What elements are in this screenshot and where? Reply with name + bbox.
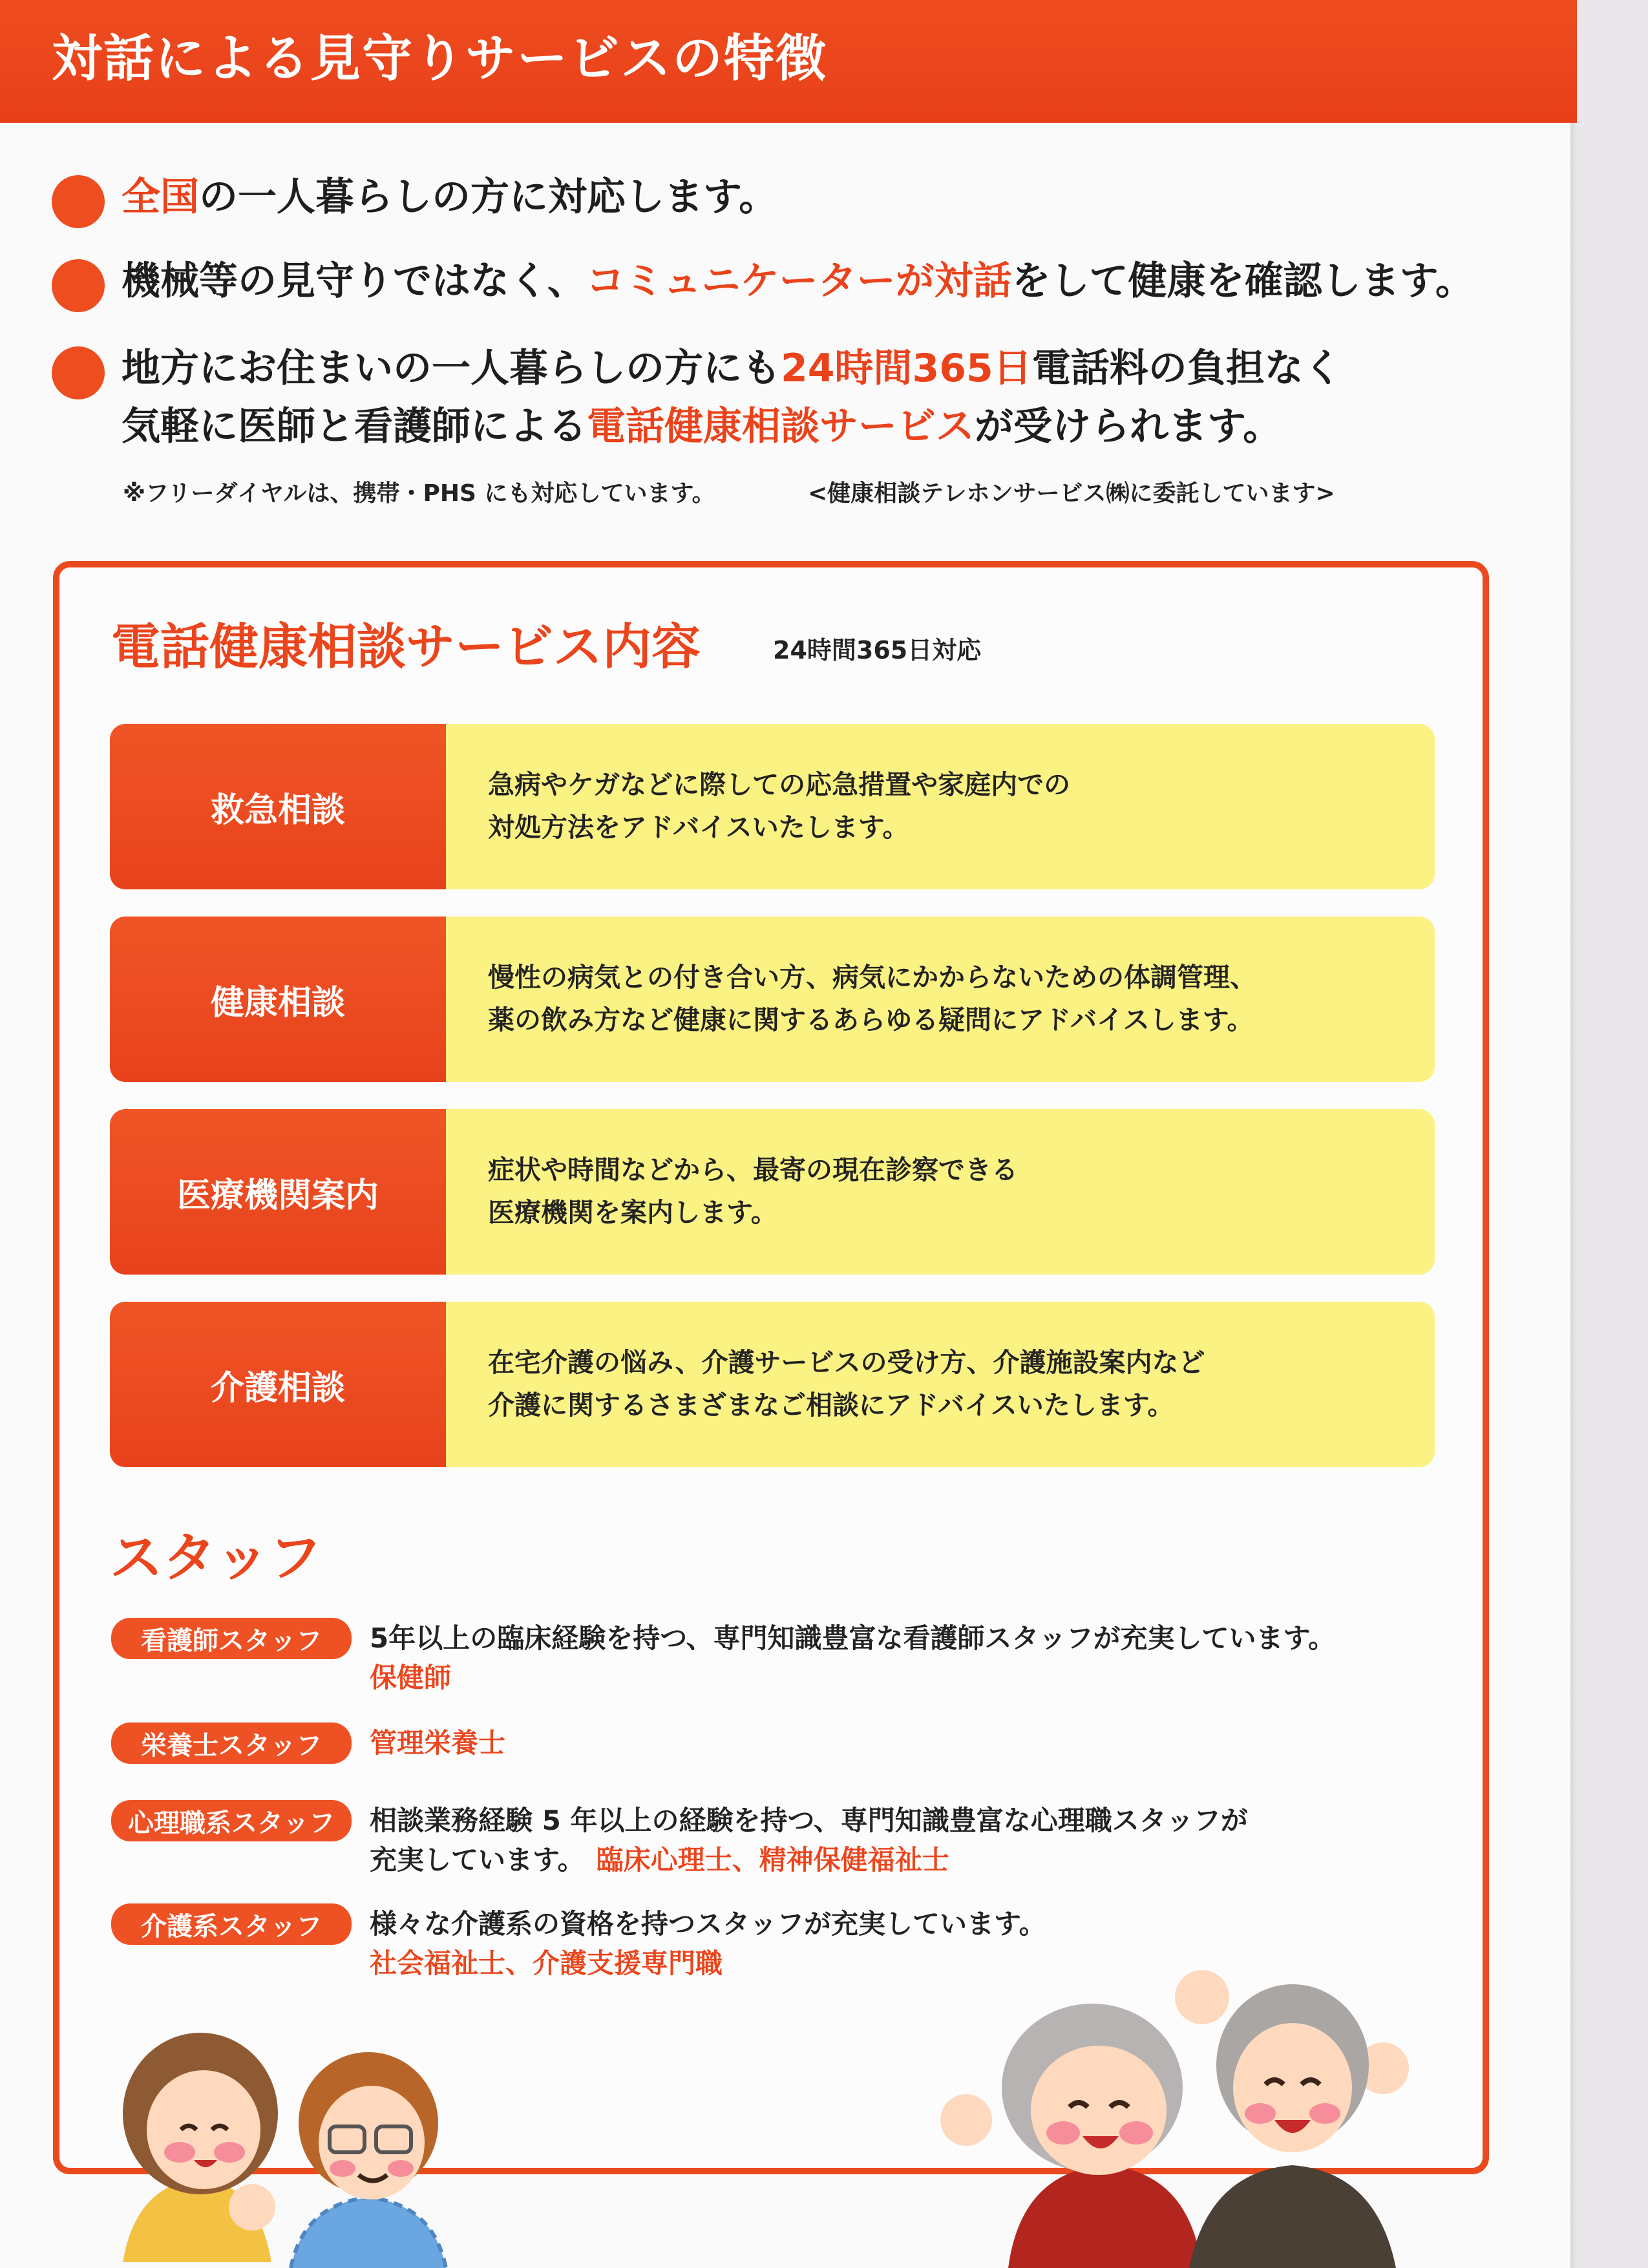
staff-desc-care: 様々な介護系の資格を持つスタッフが充実しています。 社会福祉士、介護支援専門職 (370, 1908, 1046, 1979)
staff-desc-psychology: 相談業務経験 5 年以上の経験を持つ、専門知識豊富な心理職スタッフが 充実しています。 臨床心理士、精神保健福祉士 (370, 1805, 1248, 1876)
service-label: 健康相談 (110, 917, 446, 1082)
feature-text-2: 機械等の見守りではなく、コミュニケーターが対話をして健康を確認します。 (121, 259, 1474, 304)
bullet-dot-icon (52, 259, 105, 312)
note-outsourcing: <健康相談テレホンサービス㈱に委託しています> (808, 480, 1335, 507)
feature-text-3-line-2: 気軽に医師と看護師による電話健康相談サービスが受けられます。 (121, 404, 1282, 449)
note-freedial: ※フリーダイヤルは、携帯・PHS にも対応しています。 (123, 480, 715, 507)
page-title: 対話による見守りサービスの特徴 (52, 30, 828, 88)
service-description: 慢性の病気との付き合い方、病気にかからないための体調管理、 薬の飲み方など健康に関するあらゆる疑問にアドバイスします。 (488, 962, 1256, 1035)
services-subtitle: 24時間365日対応 (773, 636, 982, 664)
feature-text-1: 全国の一人暮らしの方に対応します。 (121, 175, 778, 220)
header-band (0, 0, 1577, 123)
bullet-dot-icon (52, 175, 105, 228)
service-label: 介護相談 (110, 1302, 446, 1467)
service-label: 救急相談 (110, 724, 446, 889)
staff-tag-dietitian: 栄養士スタッフ (111, 1722, 352, 1764)
service-row-medical-guide (110, 1109, 1435, 1275)
adjacent-page-strip (1577, 0, 1648, 2268)
staff-tag-nurse: 看護師スタッフ (111, 1618, 352, 1659)
staff-desc-nurse: 5年以上の臨床経験を持つ、専門知識豊富な看護師スタッフが充実しています。 保健師 (370, 1622, 1336, 1693)
bullet-dot-icon (52, 346, 105, 399)
service-row-care (110, 1302, 1435, 1467)
service-label: 医療機関案内 (110, 1109, 446, 1275)
elderly-couple-illustration (931, 1926, 1409, 2268)
staff-desc-dietitian: 管理栄養士 (370, 1727, 506, 1759)
service-description: 在宅介護の悩み、介護サービスの受け方、介護施設案内など 介護に関するさまざまなご相談にアドバイスいたします。 (488, 1347, 1205, 1421)
service-description: 急病やケガなどに際しての応急措置や家庭内での 対処方法をアドバイスいたします。 (488, 769, 1071, 843)
staff-tag-psychology: 心理職系スタッフ (111, 1800, 352, 1841)
services-title: 電話健康相談サービス内容 (111, 618, 701, 675)
service-row-emergency (110, 724, 1435, 889)
feature-text-3-line-1: 地方にお住まいの一人暮らしの方にも24時間365日電話料の負担なく (121, 346, 1342, 391)
staff-title: スタッフ (110, 1527, 322, 1589)
service-row-health (110, 917, 1435, 1082)
service-description: 症状や時間などから、最寄の現在診察できる 医療機関を案内します。 (488, 1154, 1018, 1228)
staff-tag-care: 介護系スタッフ (111, 1903, 352, 1945)
young-couple-illustration (97, 1991, 511, 2268)
